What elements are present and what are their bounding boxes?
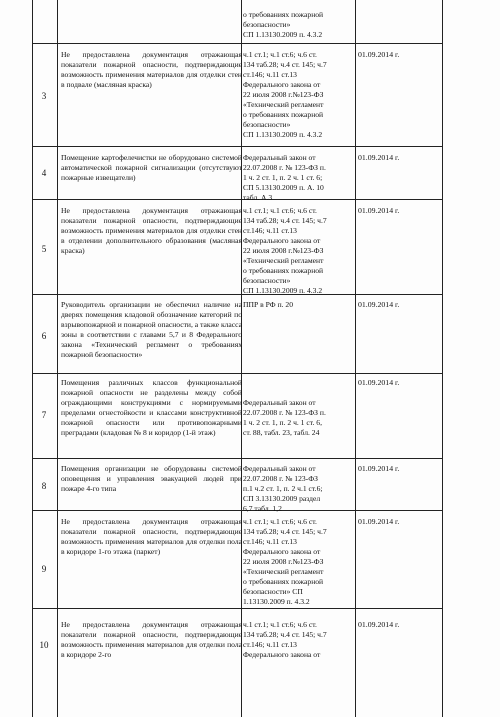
deadline-date: 01.09.2014 г. [358,378,400,387]
norm-text: ППР в РФ п. 20 [243,300,294,309]
norm-text: ч.1 ст.1; ч.1 ст.6; ч.6 ст. 134 таб.28; ч.4 ст. 145; ч.7 ст.146; ч.11 ст.13 Федерального закона от 22 июля 2008 г.№123-ФЗ «Технический регламент о требованиях пожарной безопасности» СП 1.13130.2009 п. 4.3.2 [243,517,327,606]
deadline-date: 01.09.2014 г. [358,620,400,629]
row-divider [32,294,442,295]
norm-text: ч.1 ст.1; ч.1 ст.6; ч.6 ст. 134 таб.28; ч.4 ст. 145; ч.7 ст.146; ч.11 ст.13 Федерального закона от 22 июля 2008 г.№123-ФЗ «Технический регламент о требованиях пожарной безопасности» СП 1.13130.2009 п. 4.3.2 [243,50,327,139]
norm-text: Федеральный закон от 22.07.2008 г. № 123-ФЗ п. 1 ч. 2 ст. 1, п. 2 ч. 1 ст. 6; СП 5.13130.2009 п. А. 10 табл. А.3 [243,153,326,202]
norm-text: ч.1 ст.1; ч.1 ст.6; ч.6 ст. 134 таб.28; ч.4 ст. 145; ч.7 ст.146; ч.11 ст.13 Федерального закона от 22 июля 2008 г.№123-ФЗ «Технический регламент о требованиях пожарной безопасности» СП 1.13130.2009 п. 4.3.2 [243,206,327,295]
norm-text: Федеральный закон от 22.07.2008 г. № 123-ФЗ п. 1 ч. 2 ст. 1, п. 2 ч. 1 ст. 6, ст. 88, табл. 23, табл. 24 [243,398,326,437]
norm-text: о требованиях пожарной безопасности» СП 1.13130.2009 п. 4.3.2 [243,10,324,39]
violation-text: Помещение картофелечистки не оборудовано системой автоматической пожарной сигнализации (отсутствуют пожарные извещатели) [61,153,242,182]
row-number: 10 [39,640,49,650]
row-divider [32,373,442,374]
deadline-date: 01.09.2014 г. [358,206,400,215]
violation-text: Помещения организации не оборудованы системой оповещения и управления эвакуацией людей при пожаре 4-го типа [61,464,242,493]
row-divider [32,608,442,609]
norm-text: ч.1 ст.1; ч.1 ст.6; ч.6 ст. 134 таб.28; ч.4 ст. 145; ч.7 ст.146; ч.11 ст.13 Федерального закона от [243,620,327,659]
violation-text: Не предоставлена документация отражающая показатели пожарной опасности, подтверждающие возможность применения материалов для отделки стен в подвале (масляная краска) [61,50,242,89]
deadline-date: 01.09.2014 г. [358,50,400,59]
violation-text: Не предоставлена документация отражающая показатели пожарной опасности, подтверждающие возможность применения материалов для отделки пола в коридоре 2-го [61,620,242,659]
table-border-right [442,0,443,717]
table-border-norm [355,0,356,717]
row-number: 4 [41,168,47,178]
violation-text: Не предоставлена документация отражающая показатели пожарной опасности, подтверждающие возможность применения материалов для отделки стен в отделении дополнительного образования (масляная краска) [61,206,242,255]
row-divider [32,146,442,147]
norm-text: Федеральный закон от 22.07.2008 г. № 123-ФЗ п.1 ч.2 ст. 1, п. 2 ч.1 ст.6; СП 3.13130.2009 раздел 6,7 табл. 1,2 [243,464,323,513]
violation-text: Не предоставлена документация отражающая показатели пожарной опасности, подтверждающие возможность применения материалов для отделки пола в коридоре 1-го этажа (паркет) [61,517,242,556]
deadline-date: 01.09.2014 г. [358,153,400,162]
deadline-date: 01.09.2014 г. [358,300,400,309]
deadline-date: 01.09.2014 г. [358,464,400,473]
row-number: 3 [41,91,47,101]
row-divider [32,199,442,200]
row-divider [32,458,442,459]
row-divider [32,510,442,511]
row-number: 5 [41,244,47,254]
row-number: 8 [41,481,47,491]
table-border-num [57,0,58,717]
row-number: 7 [41,410,47,420]
deadline-date: 01.09.2014 г. [358,517,400,526]
table-border-left [32,0,33,717]
violation-text: Помещения различных классов функциональной пожарной опасности не разделены между собой ограждающими конструкциями с нормируемыми пределами огнестойкости и классами конструктивной пожарной опасности или противопожарными преградами (кладовая № 8 и коридор (1-й этаж) [61,378,242,437]
row-number: 6 [41,331,47,341]
row-number: 9 [41,564,47,574]
violation-text: Руководитель организации не обеспечил наличие на дверях помещения кладовой обозначение категорий по взрывопожарной и пожарной опасности, а также класса зоны в соответствии с главами 5,7 и 8 Федерального закона «Технический регламент о требованиях пожарной безопасности» [61,300,243,359]
row-divider [32,43,442,44]
